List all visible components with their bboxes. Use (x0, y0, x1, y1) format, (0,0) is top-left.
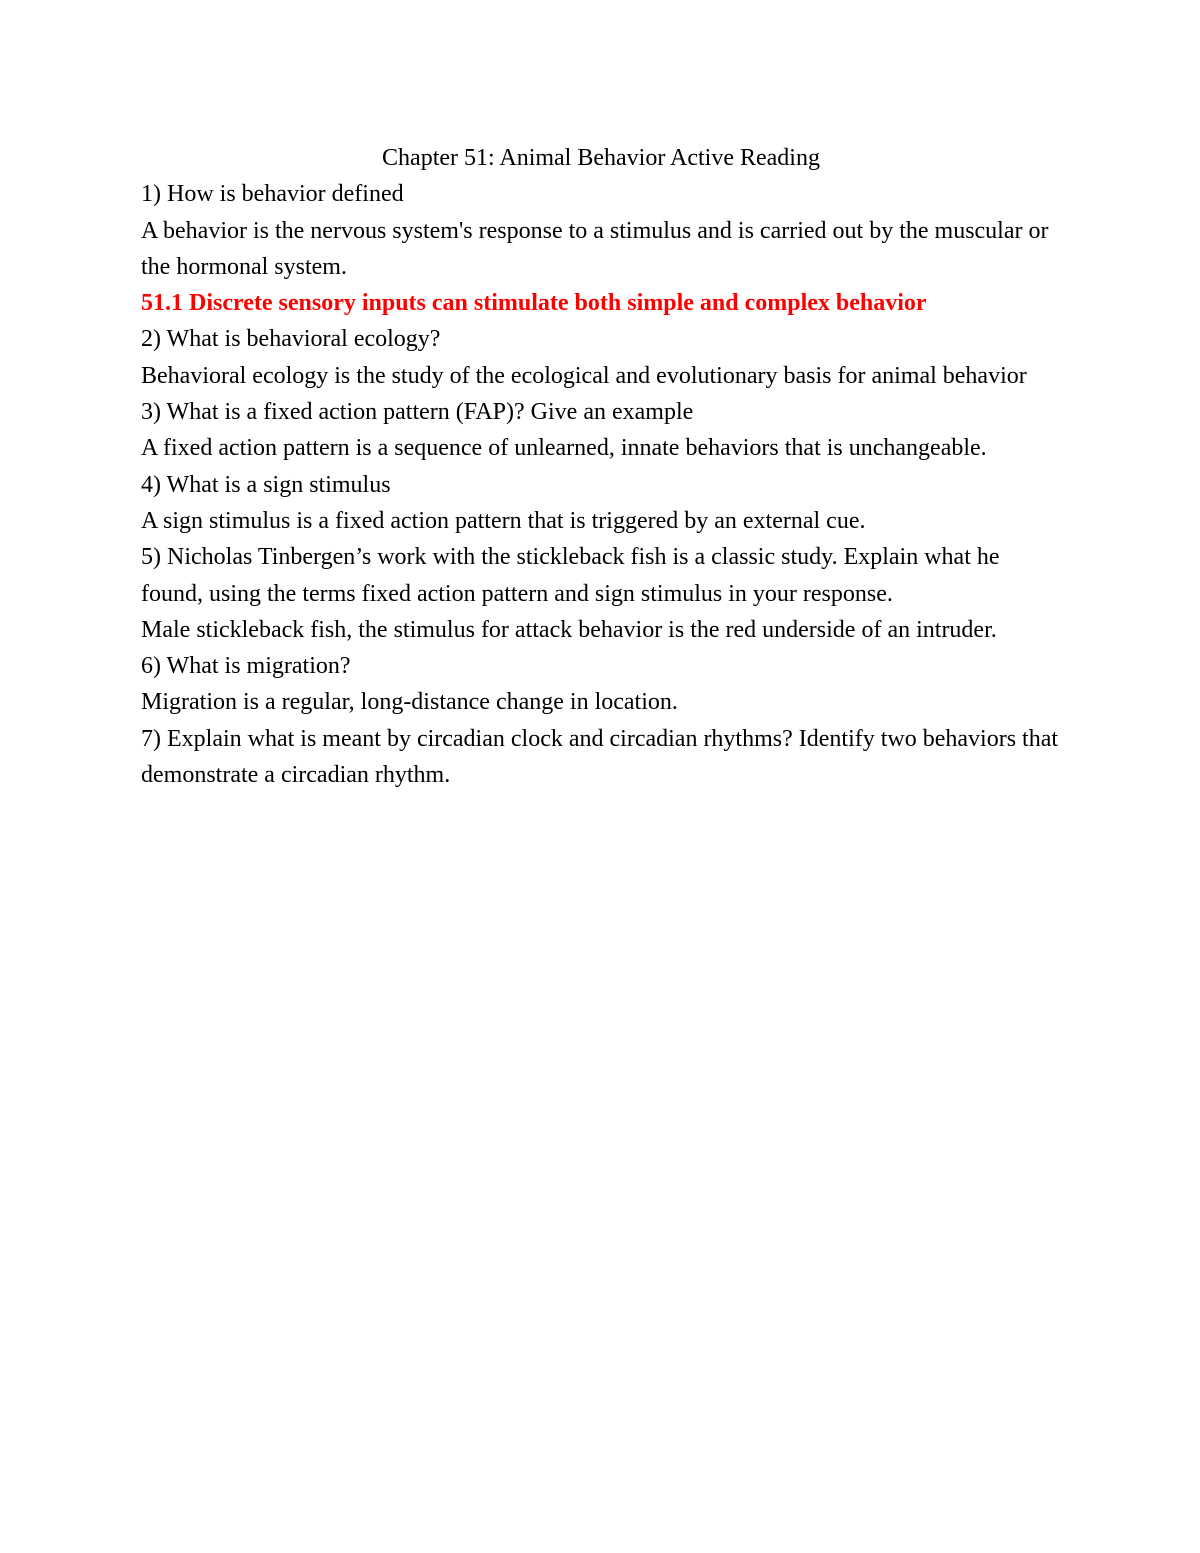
document-title: Chapter 51: Animal Behavior Active Reading (382, 145, 820, 171)
answer-1: A behavior is the nervous system's response to a stimulus and is carried out by the muscular or the hormonal system. (141, 217, 1049, 280)
answer-4: A sign stimulus is a fixed action pattern that is triggered by an external cue. (141, 507, 866, 534)
question-6: 6) What is migration? (141, 653, 351, 680)
answer-5: Male stickleback fish, the stimulus for attack behavior is the red underside of an intruder. (141, 616, 997, 643)
question-1: 1) How is behavior defined (141, 181, 404, 208)
question-3: 3) What is a fixed action pattern (FAP)? Give an example (141, 399, 694, 426)
question-4: 4) What is a sign stimulus (141, 471, 391, 498)
answer-3: A fixed action pattern is a sequence of unlearned, innate behaviors that is unchangeable. (141, 435, 987, 462)
question-5: 5) Nicholas Tinbergen’s work with the stickleback fish is a classic study. Explain what he found, using the terms fixed action pattern and sign stimulus in your response. (141, 544, 1000, 607)
question-2: 2) What is behavioral ecology? (141, 326, 441, 353)
section-heading-51-1: 51.1 Discrete sensory inputs can stimulate both simple and complex behavior (141, 290, 927, 317)
answer-2: Behavioral ecology is the study of the ecological and evolutionary basis for animal behavior (141, 362, 1027, 389)
answer-6: Migration is a regular, long-distance change in location. (141, 689, 678, 716)
question-7: 7) Explain what is meant by circadian clock and circadian rhythms? Identify two behaviors that demonstrate a circadian rhythm. (141, 725, 1059, 789)
document-body (141, 140, 1061, 793)
